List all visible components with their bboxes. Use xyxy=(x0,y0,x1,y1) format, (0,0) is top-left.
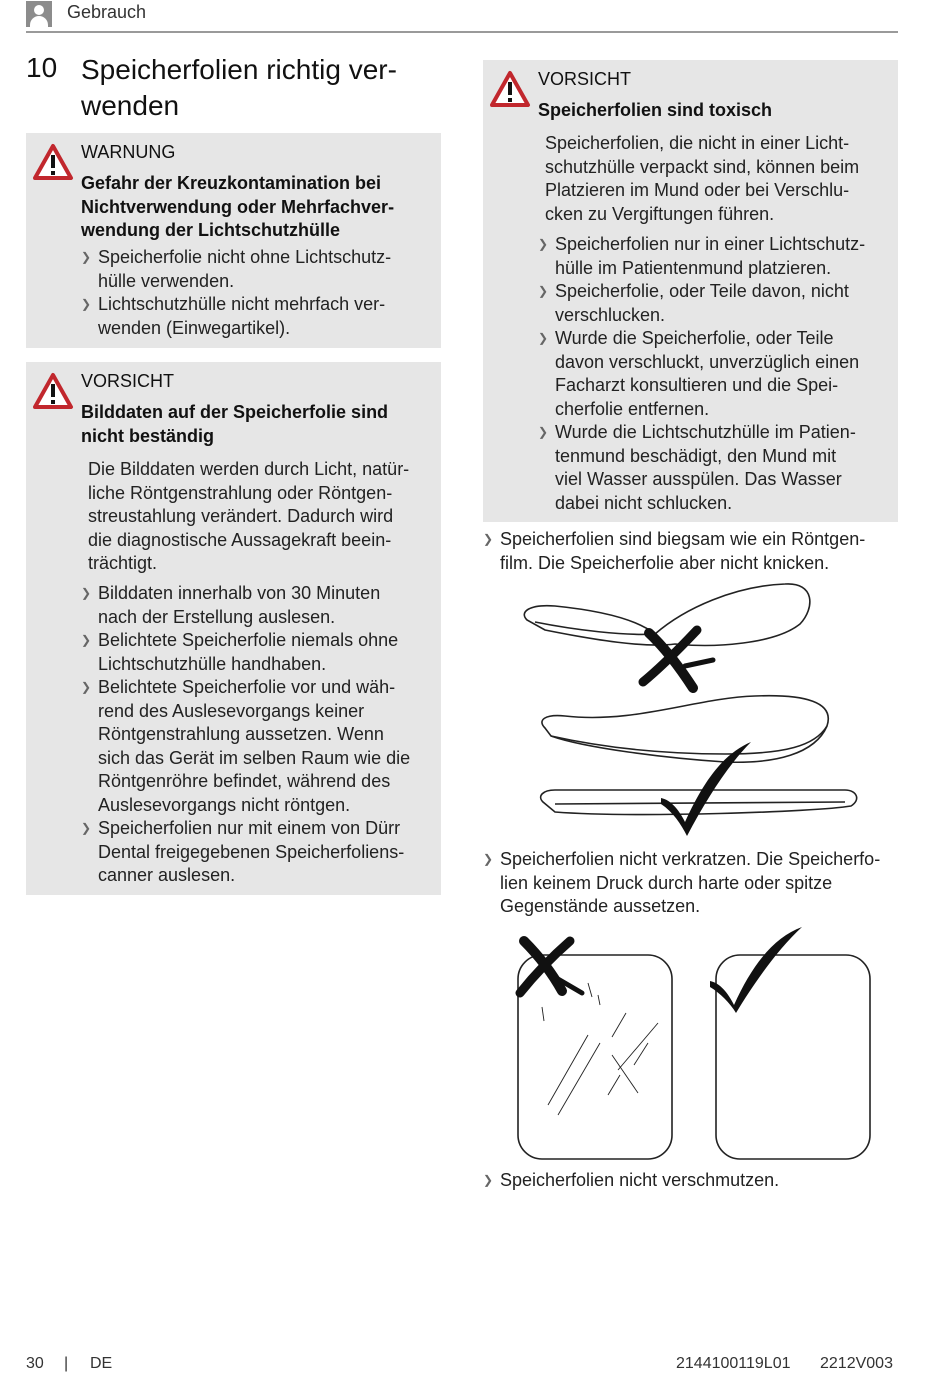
list-item: ❯ Lichtschutzhülle nicht mehrfach ver- wenden (Einwegartikel). xyxy=(81,293,436,340)
curved-plate xyxy=(542,696,828,763)
instruction-bend: ❯ Speicherfolien sind biegsam wie ein Röntgen- film. Die Speicherfolie aber nicht knicken. xyxy=(483,528,898,575)
warning-triangle-icon xyxy=(32,372,74,410)
list-item: ❯ Speicherfolie nicht ohne Lichtschutz- hülle verwenden. xyxy=(81,246,436,293)
hazard-description: Speicherfolien, die nicht in einer Licht- schutzhülle verpackt sind, können beim Platzieren im Mund oder bei Verschlu- cken zu Vergiftungen führen. xyxy=(545,133,860,224)
hazard-title: Speicherfolien sind toxisch xyxy=(538,100,773,120)
footer-separator: | xyxy=(64,1355,69,1372)
instruction-scratch: ❯ Speicherfolien nicht verkratzen. Die Speicherfo- lien keinem Druck durch harte oder spitze Gegenstände aussetzen. xyxy=(483,848,898,919)
hazard-title: Bilddaten auf der Speicherfolie sind nicht beständig xyxy=(81,402,389,446)
signal-word: WARNUNG xyxy=(81,142,176,162)
warning-box xyxy=(26,133,441,348)
chapter-title: Speicherfolien richtig ver- wenden xyxy=(81,54,397,121)
signal-word: VORSICHT xyxy=(81,371,175,391)
clean-plate xyxy=(716,955,870,1159)
document-number: 2144100119L01 xyxy=(676,1355,791,1372)
list-item: ❯ Bilddaten innerhalb von 30 Minuten nach der Erstellung auslesen. xyxy=(81,582,441,629)
list-item: ❯ Speicherfolien nur in einer Lichtschutz- hülle im Patientenmund platzieren. xyxy=(538,233,898,280)
instruction-dirt: ❯ Speicherfolien nicht verschmutzen. xyxy=(483,1169,898,1193)
caution-steps xyxy=(538,233,898,515)
document-version: 2212V003 xyxy=(820,1355,893,1372)
list-item: ❯ Belichtete Speicherfolie niemals ohne Lichtschutzhülle handhaben. xyxy=(81,629,441,676)
list-item: ❯ Wurde die Speicherfolie, oder Teile davon verschluckt, unverzüglich einen Facharzt konsultieren und die Spei- cherfolie entfernen. xyxy=(538,327,898,421)
hazard-title: Gefahr der Kreuzkontamination bei Nichtverwendung oder Mehrfachver- wendung der Lichtschutzhülle xyxy=(81,173,395,240)
language-code: DE xyxy=(90,1355,113,1372)
scratched-plate xyxy=(518,955,672,1159)
warning-triangle-icon xyxy=(489,70,531,108)
hazard-description: Die Bilddaten werden durch Licht, natür- liche Röntgenstrahlung oder Röntgen- streustahlung verändert. Dadurch wird die diagnostische Aussagekraft beein- trächtigt. xyxy=(88,459,410,573)
kinked-plate xyxy=(524,584,810,646)
list-item: ❯ Speicherfolie, oder Teile davon, nicht verschlucken. xyxy=(538,280,898,327)
page-header xyxy=(26,0,898,33)
scratch-illustration xyxy=(508,925,888,1165)
caution-box-toxic xyxy=(483,60,898,522)
section-title: Gebrauch xyxy=(67,2,147,22)
signal-word: VORSICHT xyxy=(538,69,632,89)
list-item: ❯ Speicherfolien nur mit einem von Dürr Dental freigegebenen Speicherfoliens- canner auslesen. xyxy=(81,817,441,888)
bend-illustration xyxy=(515,578,875,838)
chapter-number: 10 xyxy=(26,52,58,83)
caution-steps xyxy=(81,582,441,888)
warning-steps xyxy=(81,246,436,340)
list-item: ❯ Belichtete Speicherfolie vor und wäh- rend des Auslesevorgangs keiner Röntgenstrahlung aussetzen. Wenn sich das Gerät im selben Raum wie die Röntgenröhre befindet, während des Auslesevorgangs nicht röntgen. xyxy=(81,676,441,817)
list-item: ❯ Wurde die Lichtschutzhülle im Patien- tenmund beschädigt, den Mund mit viel Wasser ausspülen. Das Wasser dabei nicht schlucken. xyxy=(538,421,898,515)
caution-box-image-data xyxy=(26,362,441,895)
user-icon xyxy=(26,1,52,27)
page-number: 30 xyxy=(26,1355,44,1372)
warning-triangle-icon xyxy=(32,143,74,181)
